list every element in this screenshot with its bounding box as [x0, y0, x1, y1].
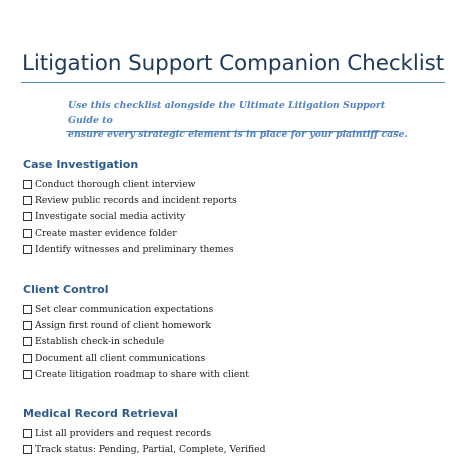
- checklist: [23, 301, 249, 382]
- checkbox-icon[interactable]: [23, 321, 32, 330]
- document-title: Litigation Support Companion Checklist: [22, 51, 445, 76]
- checkbox-icon[interactable]: [23, 305, 32, 314]
- checklist-item: [23, 176, 237, 192]
- checklist-item-label: Review public records and incident reports: [35, 194, 237, 206]
- section-medical-record-retrieval: [23, 406, 265, 458]
- checkbox-icon[interactable]: [23, 445, 32, 454]
- checklist-item-label: Track status: Pending, Partial, Complete, Verified: [35, 443, 266, 455]
- checkbox-icon[interactable]: [23, 212, 32, 221]
- checklist-item-label: Set clear communication expectations: [35, 303, 214, 315]
- section-case-investigation: [23, 157, 237, 257]
- section-heading: Client Control: [23, 283, 109, 296]
- checklist: [23, 176, 237, 257]
- checklist-item-label: Create litigation roadmap to share with client: [35, 368, 249, 380]
- section-heading: Medical Record Retrieval: [23, 407, 178, 420]
- checklist-item: [23, 209, 237, 225]
- checkbox-icon[interactable]: [23, 354, 32, 363]
- checklist-item-label: Establish check-in schedule: [35, 336, 165, 348]
- checkbox-icon[interactable]: [23, 245, 32, 254]
- intro-divider: [66, 131, 399, 132]
- checklist-item-label: Document all client communications: [35, 352, 206, 364]
- checklist-item: [23, 317, 249, 333]
- intro-line-1: Use this checklist alongside the Ultimate Litigation Support Guide to: [68, 100, 386, 126]
- intro-text: [68, 99, 408, 143]
- section-heading: Case Investigation: [23, 158, 139, 171]
- checklist-item: [23, 334, 249, 350]
- checklist-item-label: Investigate social media activity: [35, 211, 186, 223]
- checklist-item-label: Identify witnesses and preliminary themes: [35, 243, 234, 255]
- checklist: [23, 425, 265, 458]
- checklist-item: [23, 241, 237, 257]
- checklist-item: [23, 192, 237, 208]
- checkbox-icon[interactable]: [23, 370, 32, 379]
- checkbox-icon[interactable]: [23, 337, 32, 346]
- checklist-item-label: Conduct thorough client interview: [35, 178, 196, 190]
- checklist-item-label: List all providers and request records: [35, 427, 212, 439]
- checkbox-icon[interactable]: [23, 196, 32, 205]
- checkbox-icon[interactable]: [23, 180, 32, 189]
- checklist-item-label: Create master evidence folder: [35, 227, 177, 239]
- checklist-item: [23, 441, 265, 457]
- checklist-item: [23, 366, 249, 382]
- checklist-item: [23, 301, 249, 317]
- intro-line-2: ensure every strategic element is in place for your plaintiff case.: [68, 129, 408, 140]
- checklist-item: [23, 225, 237, 241]
- checkbox-icon[interactable]: [23, 229, 32, 238]
- checklist-item-label: Assign first round of client homework: [35, 319, 211, 331]
- section-client-control: [23, 282, 249, 382]
- checklist-item: [23, 425, 265, 441]
- checkbox-icon[interactable]: [23, 429, 32, 438]
- checklist-item: [23, 350, 249, 366]
- title-divider: [21, 82, 445, 83]
